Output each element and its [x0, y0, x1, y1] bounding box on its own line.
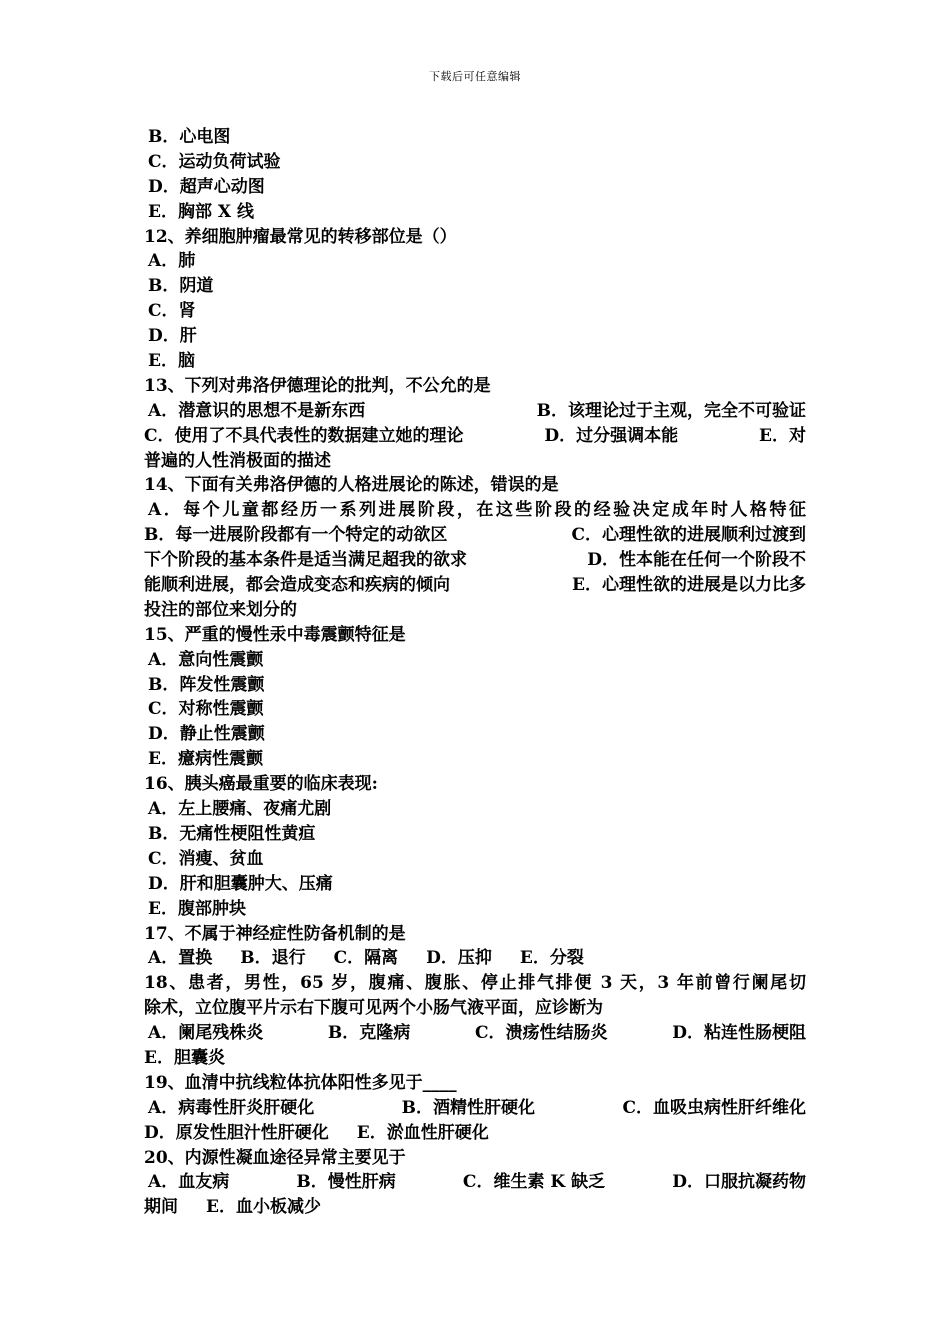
option-text: B．退行: [240, 948, 306, 969]
question-line: 18、患者，男性，65 岁，腹痛、腹胀、停止排气排便 3 天，3 年前曾行阑尾切: [144, 973, 806, 994]
question-line: 14、下面有关弗洛伊德的人格进展论的陈述，错误的是: [144, 475, 559, 496]
text-line: B．心电图: [148, 127, 231, 147]
question-line: 20、内源性凝血途径异常主要见于: [144, 1147, 406, 1168]
option-text: A．置换: [148, 948, 213, 969]
option-text: B．该理论过于主观，完全不可验证: [536, 400, 806, 421]
text-line: A．意向性震颤: [148, 649, 264, 670]
text-line: C．对称性震颤: [148, 699, 264, 720]
option-text: D．口服抗凝药物: [672, 1172, 806, 1193]
text-line: C．消瘦、贫血: [148, 848, 264, 869]
option-text: C．使用了不具代表性的数据建立她的理论: [144, 425, 464, 446]
option-text: D．性本能在任何一个阶段不: [587, 550, 806, 571]
text-line: 普遍的人性消极面的描述: [144, 450, 331, 471]
option-text: B．每一进展阶段都有一个特定的动欲区: [144, 525, 448, 546]
option-text: A．病毒性肝炎肝硬化: [148, 1097, 315, 1118]
text-line: D．肝和胆囊肿大、压痛: [148, 873, 333, 894]
text-line: [144, 1021, 806, 1046]
question-line: 16、胰头癌最重要的临床表现:: [144, 774, 378, 795]
text-line: C．肾: [148, 301, 196, 322]
text-line: [144, 573, 806, 598]
text-line: [144, 1096, 806, 1121]
text-line: [144, 1195, 806, 1220]
question-line: 15、严重的慢性汞中毒震颤特征是: [144, 624, 406, 645]
text-line: E．癔病性震颤: [148, 749, 263, 770]
text-line: [144, 548, 806, 573]
option-text: B．慢性肝病: [296, 1172, 396, 1193]
question-line: 12、养细胞肿瘤最常见的转移部位是（）: [144, 226, 457, 247]
text-line: B．无痛性梗阻性黄疸: [148, 823, 316, 844]
text-line: [144, 399, 806, 424]
question-line: 13、下列对弗洛伊德理论的批判，不公允的是: [144, 375, 491, 396]
option-text: A．阑尾残株炎: [148, 1023, 264, 1044]
option-text: E．血小板减少: [206, 1197, 321, 1218]
option-text: D．压抑: [426, 948, 492, 969]
text-line: E．脑: [148, 351, 195, 372]
option-text: 期间: [144, 1197, 178, 1218]
option-text: A．血友病: [148, 1172, 230, 1193]
text-line: D．肝: [148, 326, 197, 347]
option-text: B．酒精性肝硬化: [401, 1097, 536, 1118]
document-body: [144, 125, 806, 1220]
text-line: C．运动负荷试验: [148, 151, 281, 172]
text-line: D．静止性震颤: [148, 724, 265, 745]
option-text: D．过分强调本能: [544, 425, 679, 446]
option-text: A．潜意识的思想不是新东西: [148, 400, 366, 421]
option-text: 能顺利进展，都会造成变态和疾病的倾向: [144, 575, 450, 596]
option-text: E．心理性欲的进展是以力比多: [572, 575, 806, 596]
text-line: E．胆囊炎: [144, 1047, 225, 1068]
option-text: E．分裂: [519, 948, 584, 969]
option-text: C．溃疡性结肠炎: [474, 1023, 608, 1044]
text-line: A．每个儿童都经历一系列进展阶段，在这些阶段的经验决定成年时人格特征: [148, 500, 806, 521]
option-text: D．粘连性肠梗阻: [672, 1023, 806, 1044]
option-text: C．血吸虫病性肝纤维化: [622, 1097, 806, 1118]
option-text: 下个阶段的基本条件是适当满足超我的欲求: [144, 550, 467, 571]
text-line: A．肺: [148, 251, 196, 272]
text-line: D．超声心动图: [148, 176, 265, 197]
text-line: E．胸部 X 线: [148, 201, 254, 222]
text-line: B．阵发性震颤: [148, 674, 265, 695]
option-text: C．隔离: [333, 948, 399, 969]
text-line: [144, 523, 806, 548]
option-text: E．淤血性肝硬化: [356, 1122, 489, 1143]
question-line: 19、血清中抗线粒体抗体阳性多见于____: [144, 1072, 457, 1093]
option-text: D．原发性胆汁性肝硬化: [144, 1122, 329, 1143]
text-line: E．腹部肿块: [148, 898, 246, 919]
option-text: C．维生素 K 缺乏: [462, 1172, 606, 1193]
text-line: [144, 1170, 806, 1195]
text-line: 投注的部位来划分的: [144, 599, 297, 620]
text-line: [144, 946, 806, 971]
question-line: 17、不属于神经症性防备机制的是: [144, 923, 406, 944]
text-line: [144, 424, 806, 449]
text-line: A．左上腰痛、夜痛尤剧: [148, 799, 332, 820]
text-line: B．阴道: [148, 276, 214, 297]
question-line: 除术，立位腹平片示右下腹可见两个小肠气液平面，应诊断为: [144, 998, 603, 1019]
option-text: B．克隆病: [327, 1023, 411, 1044]
page-header: 下载后可任意编辑: [429, 70, 521, 83]
option-text: E．对: [759, 425, 806, 446]
option-text: C．心理性欲的进展顺利过渡到: [571, 525, 806, 546]
text-line: [144, 1121, 806, 1146]
